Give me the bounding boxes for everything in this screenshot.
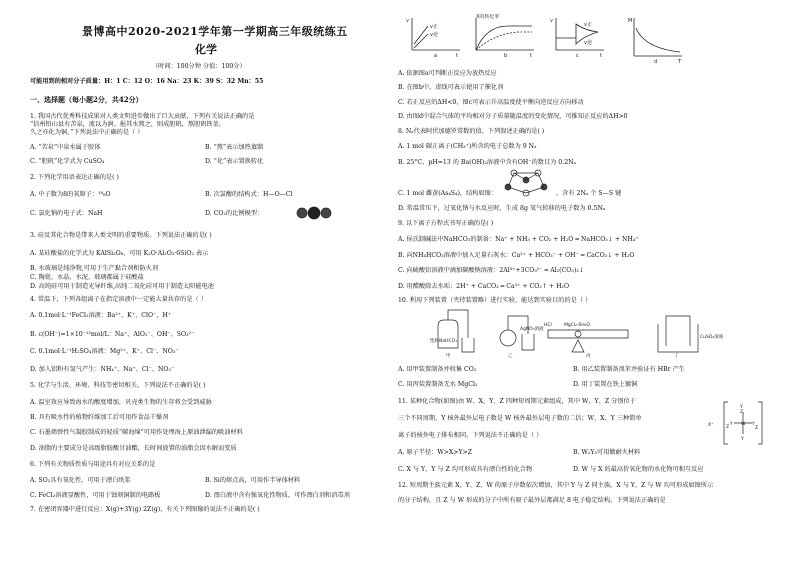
q2-option-d: D. CO₂的比例模型：	[205, 210, 264, 217]
q5-option-b: B. 具有吸水性的植物纤维加工后可用作食品干燥剂	[30, 414, 169, 421]
q9-stem: 9. 以下离子方程式书写正确的是( )	[398, 220, 494, 227]
label-ding: 丁	[674, 354, 679, 358]
apparatus-yi	[500, 316, 544, 358]
q3-option-c: C. 陶瓷、水晶、水泥、玻璃都属于硅酸盐	[30, 274, 144, 281]
co2-model-icon	[294, 206, 334, 220]
reagent-5: CuSO₄溶液	[700, 335, 724, 340]
q6-option-d: D. 漂白液中含有强氧化性物质，可作漂白剂和消毒剂	[205, 492, 350, 499]
q6-stem: 6. 下列有关物质性质与用途具有对应关系的是	[30, 461, 156, 468]
q12-stem-1: 12. 短周期主族元素 X、Y、Z、W 的原子序数依次增加，其中 Y 与 Z 同主族。X 与 Y、Z 与 W 均可形成如图所示	[398, 482, 714, 489]
graph-d	[626, 14, 686, 64]
q9-option-c: C. 向硫酸铝溶液中滴加碳酸钠溶液：2Al³⁺+3CO₃²⁻ ═ Al₂(CO₃)₃↓	[398, 267, 584, 274]
q8-option-c-tail: ，含有 2Nₐ 个 S—S 键	[556, 190, 622, 197]
q4-stem: 4. 常温下，下列各组离子在指定溶液中一定能大量共存的是（ ）	[30, 296, 207, 303]
graph-d-ylabel: M	[628, 18, 633, 24]
q3-option-d: D. 高纯硅可用于制造光导纤维,高纯二氧化硅可用于制造太阳能电池	[30, 283, 214, 290]
q5-stem: 5. 化学与生活、环境、科技等密切相关。下列说法不正确的是( )	[30, 382, 206, 389]
reagent-3: MgCl₂·6H₂O	[564, 323, 590, 328]
atomic-masses: 可能用到的相对分子质量：H：1 C：12 O：16 Na：23 K：39 S：32 Mn：55	[30, 78, 264, 85]
q11-stem-1: 11. 某种化合物(如图)由 W、X、Y、Z 四种短周期元素组成，其中 W、Y、Z 分别位于	[398, 398, 636, 405]
q1-stem-line3: 久之亦化为铜。”下列说法中正确的是（ ）	[30, 129, 144, 136]
struct-y4: Y	[741, 437, 744, 442]
section-heading: 一、选择题（每小题2分，共42分）	[30, 95, 143, 104]
struct-y2: Y	[730, 422, 733, 427]
q8-option-b: B. 25°C，pH=13 的 Ba(OH)₂溶液中含有OH⁻的数目为 0.2Nₐ	[398, 159, 576, 166]
q4-option-b: B. c(OH⁻)=1×10⁻¹³mol/L：Na⁺、AlO₂⁻、OH⁻、SO₃²⁻	[30, 331, 195, 338]
q4-option-c: C. 0.1mol·L⁻¹H₂SO₄溶液：Mg²⁺、K⁺、Cl⁻、NO₃⁻	[30, 348, 179, 355]
subject-title: 化学	[195, 43, 217, 56]
q11-stem-2: 三个不同周期，Y 核外最外层电子数是 W 核外最外层电子数的二倍；W、X、Y 三种简单	[398, 415, 642, 422]
q7-option-b: B. 在图b中，虚线可表示使用了催化剂	[398, 84, 504, 91]
graph-a-vpos: v正	[430, 24, 438, 30]
struct-y1: Y	[740, 405, 743, 410]
q1-option-d: D. “化”表示置换转化	[205, 158, 264, 165]
graph-c-ylabel: v	[550, 18, 553, 24]
q11-option-d: D. W 与 X 的最高价氧化物的水化物可相互反应	[573, 466, 704, 473]
q8-stem: 8. Nₐ代表阿伏加德罗常数的值。下列叙述正确的是( )	[398, 128, 545, 135]
q8-option-d: D. 常温常压下，过氧化钠与水反应时，生成 8g 氧气转移的电子数为 0.5Nₐ	[398, 205, 606, 212]
q11-stem-3: 离子的核外电子排布相同。下列说法不正确的是（ ）	[398, 432, 543, 439]
graph-d-xlabel: T	[678, 59, 682, 64]
graph-a-ylabel: v	[406, 18, 409, 24]
apparatus-jia	[430, 310, 474, 358]
struct-y3: Y	[752, 422, 755, 427]
q10-option-b: B. 用乙装置制备溴苯并验证有 HBr 产生	[573, 366, 685, 373]
q10-option-a: A. 用甲装置制备并收集 CO₂	[398, 366, 477, 373]
graph-c-xlabel: t	[600, 53, 602, 58]
struct-z3: Z	[755, 426, 759, 431]
label-bing: 丙	[586, 354, 591, 358]
reagent-4: HCl	[544, 323, 552, 328]
q3-option-b: B. 水玻璃是纯净物,可用于生产黏合剂和防火剂	[30, 265, 159, 272]
struct-x: X⁺	[708, 423, 714, 428]
reagent-2: AgNO₃溶液	[520, 327, 544, 332]
q2-option-c: C. 氯化钠的电子式：NaH	[30, 210, 103, 217]
struct-w: W	[741, 422, 746, 427]
q9-option-a: A. 侯氏制碱法中NaHCO₃的制备：Na⁺ + NH₃ + CO₂ + H₂O ═ NaHCO₃↓ + NH₄⁺	[398, 236, 639, 243]
q1-option-c: C. “胆矾”化学式为 CuSO₄	[30, 158, 105, 165]
q10-option-c: C. 用丙装置制备无水 MgCl₂	[398, 381, 478, 388]
graph-a-xlabel: t	[456, 53, 458, 58]
reagent-1: 饱和NaHCO₃	[430, 339, 457, 344]
q2-stem: 2. 下列化学用语表达正确的是( )	[30, 174, 119, 181]
compound-structure-icon	[708, 398, 768, 448]
graph-c-vneg: v逆	[584, 40, 592, 46]
q4-option-d: D. 加入铝粉有氢气产生：NH₄⁺、Na⁺、Cl⁻、NO₃⁻	[30, 366, 175, 373]
struct-z2: Z	[726, 425, 730, 430]
graph-b-ylabel: X的转化率	[476, 14, 500, 20]
q9-option-d: D. 用醋酸除去水垢：2H⁺ + CaCO₃ ═ Ca²⁺ + CO₂↑ + H₂O	[398, 283, 570, 290]
graph-c-vpos: v正	[584, 22, 592, 28]
time-score: （时间：100分钟 分值：100分）	[152, 63, 246, 70]
label-yi: 乙	[508, 354, 513, 358]
q8-option-c: C. 1 mol 雌黄(As₄S₄)，结构如图：	[398, 190, 498, 197]
apparatus-ding	[658, 316, 724, 358]
q4-option-a: A. 0.1mol·L⁻¹FeCl₂溶液：Ba²⁺、K⁺、ClO⁻、H⁺	[30, 312, 172, 319]
q8-option-a: A. 1 mol 碳正离子(CH₃⁺)所含的电子总数为 9 Nₐ	[398, 143, 537, 150]
q3-option-a: A. 某硅酸盐的化学式为 KAlSi₃O₈，可用 K₂O·Al₂O₃·6SiO₂ 表示	[30, 250, 209, 257]
q12-stem-2: 的分子结构，且 Z 与 W 形成的分子中所有原子最外层都满足 8 电子稳定结构。下列说法正确的是	[398, 497, 666, 504]
q5-option-c: C. 石墨烯弹性气凝胶制成的轻质“碳海绵”可用作处理海上原油泄漏的吸油材料	[30, 429, 243, 436]
graph-a	[404, 14, 464, 58]
q6-option-c: C. FeCl₃溶液显酸性，可用于蚀刻铜制的电路板	[30, 492, 161, 499]
struct-z1: Z	[740, 410, 744, 415]
apparatus-figure	[428, 308, 728, 358]
exam-title: 景博高中2020-2021学年第一学期高三年级统练五	[82, 25, 348, 38]
apparatus-bing	[544, 322, 628, 358]
q11-option-b: B. W₂Y₃可用做耐火材料	[573, 449, 641, 456]
graph-a-vneg: v逆	[430, 32, 438, 38]
q1-stem-tail: “信州铅山县有苦泉，流以为涧。挹其水熬之，则成胆矾，熬胆矾铁釜，	[30, 121, 225, 128]
q1-stem-cont	[30, 121, 225, 129]
q6-option-a: A. SO₂具有氧化性，可用于漂白纸浆	[30, 477, 131, 484]
q7-option-c: C. 若正反应的ΔH<0，图c可表示升高温度使平衡向逆反应方向移动	[398, 99, 584, 106]
q1-option-b: B. “熬”表示加热蒸馏	[205, 144, 264, 151]
graph-c	[548, 14, 608, 58]
q7-option-a: A. 依据图a可判断正反应为放热反应	[398, 70, 497, 77]
graph-d-caption: d	[654, 59, 658, 64]
q5-option-a: A. 温室效应导致海水的酸度增加，贝壳类生物的生存将会受到威胁	[30, 399, 212, 406]
q7-stem: 7. 在密闭容器中进行反应：X(g)+3Y(g) 2Z(g)，有关下列图像的说法不正确的是( )	[30, 506, 260, 513]
graph-b-xlabel: t	[530, 53, 532, 58]
q9-option-b: B. 向NH₄HCO₃溶液中加入足量石灰水：Ca²⁺ + HCO₃⁻ + OH⁻ ═ CaCO₃↓ + H₂O	[398, 252, 635, 259]
q7-option-d: D. 由图d中混合气体的平均相对分子质量随温度的变化情况，可推知正反应的ΔH>0	[398, 113, 628, 120]
q11-option-c: C. X 与 Y、Y 与 Z 均可形成具有漂白性的化合物	[398, 466, 533, 473]
graph-b	[468, 14, 540, 58]
q1-stem-head: 1. 我国古代优秀科技成果对人类文明进步做出了巨大贡献，下列有关说法正确的是	[30, 113, 255, 120]
q10-option-d: D. 用丁装置在铁上镀铜	[573, 381, 638, 388]
label-jia: 甲	[446, 354, 451, 358]
q2-option-a: A. 中子数为8的氧原子：¹⁸₈O	[30, 191, 111, 198]
q10-stem: 10. 利用下列装置（夹持装置略）进行实验，能达到实验目的的是（ ）	[398, 297, 592, 304]
q11-option-a: A. 原子半径：W>X>Y>Z	[398, 449, 473, 456]
q1-option-a: A. “苦泉”中泉水属于胶体	[30, 144, 101, 151]
q2-option-b: B. 次氯酸的结构式：H—O—Cl	[205, 191, 293, 198]
q1-stem	[30, 113, 254, 121]
graph-c-caption: c	[576, 53, 579, 58]
q6-option-b: B. Si的熔点高，可用作半导体材料	[205, 477, 301, 484]
graph-a-caption: a	[434, 53, 438, 58]
q5-option-d: D. 油脂的主要成分是高级脂肪酸甘油酯，长时间放置的油脂会因水解而变质	[30, 445, 237, 452]
q3-stem: 3. 硅及其化合物是带来人类文明的重要物质。下列说法正确的是( )	[30, 232, 212, 239]
as4s4-structure-icon	[502, 167, 552, 197]
graph-b-caption: b	[504, 53, 508, 58]
